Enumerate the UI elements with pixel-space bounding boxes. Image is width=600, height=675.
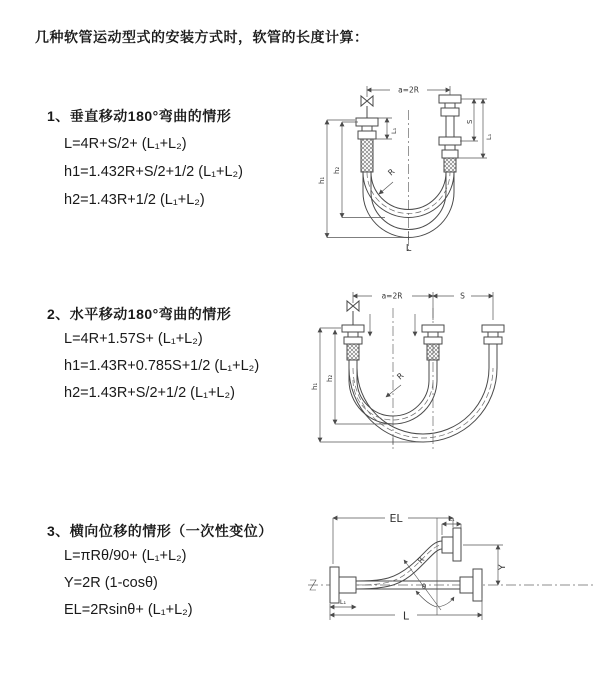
section-1-heading: 1、垂直移动180°弯曲的情形 bbox=[47, 108, 232, 124]
dim-label-y: Y bbox=[498, 564, 508, 570]
dim-label-h1: h₁ bbox=[318, 176, 326, 184]
radius-leader bbox=[379, 167, 397, 194]
hose-u-bend-displaced bbox=[349, 344, 497, 442]
section-1-formula-h1: h1=1.432R+S/2+1/2 (L₁+L₂) bbox=[64, 164, 244, 180]
hose-s-curve bbox=[356, 541, 442, 589]
section-1-formula-h2: h2=1.43R+1/2 (L₁+L₂) bbox=[64, 192, 205, 208]
section-3-formula-L: L=πRθ/90+ (L₁+L₂) bbox=[64, 548, 187, 564]
dim-label-l: L bbox=[402, 609, 410, 623]
dim-label-l: L bbox=[405, 243, 412, 254]
middle-flange-fitting bbox=[422, 325, 444, 360]
braided-hose-section bbox=[347, 344, 359, 360]
section-2-formula-h1: h1=1.43R+0.785S+1/2 (L₁+L₂) bbox=[64, 358, 260, 374]
dim-label-l1: L₁ bbox=[485, 133, 493, 140]
dimension-l bbox=[330, 598, 482, 623]
dimension-s bbox=[433, 292, 493, 301]
hose-centerline-curve bbox=[356, 545, 442, 585]
dim-label-r: R bbox=[395, 371, 406, 382]
left-flange-fitting bbox=[342, 325, 364, 360]
section-3-formula-Y: Y=2R (1-cosθ) bbox=[64, 575, 158, 591]
right-flange-fitting bbox=[482, 325, 504, 344]
dim-label-el: EL bbox=[389, 512, 403, 525]
dim-label-h2: h₂ bbox=[326, 374, 334, 382]
right-flange-lower bbox=[439, 137, 461, 172]
dim-label-r: R bbox=[386, 167, 397, 178]
valve-icon bbox=[347, 301, 359, 325]
dim-label-r: R bbox=[415, 555, 427, 566]
dimension-h1 bbox=[311, 328, 422, 442]
braided-hose-section bbox=[427, 344, 439, 360]
section-1-formula-L: L=4R+S/2+ (L₁+L₂) bbox=[64, 136, 187, 152]
dimension-l1-right bbox=[456, 99, 493, 158]
diagram-vertical-180-bend bbox=[315, 72, 595, 257]
page-title: 几种软管运动型式的安装方式时，软管的长度计算： bbox=[35, 29, 369, 45]
top-flange-fitting bbox=[442, 528, 461, 561]
angle-theta-construction bbox=[404, 518, 454, 615]
section-2-formula-h2: h2=1.43R+S/2+1/2 (L₁+L₂) bbox=[64, 385, 235, 401]
right-flange-fitting bbox=[460, 569, 482, 601]
diagram-lateral-displacement bbox=[300, 498, 600, 653]
dim-label-a2r: a=2R bbox=[381, 291, 403, 301]
dim-label-l1: L₁ bbox=[339, 598, 347, 606]
radius-leader bbox=[386, 371, 406, 397]
left-flange-fitting bbox=[356, 118, 378, 172]
dimension-el bbox=[333, 512, 453, 564]
section-3-heading: 3、横向位移的情形（一次性变位） bbox=[47, 523, 273, 539]
braided-hose-section bbox=[444, 158, 456, 172]
dim-label-h1: h₁ bbox=[311, 382, 319, 390]
dim-label-l1: L₁ bbox=[448, 515, 455, 523]
dim-label-s: S bbox=[460, 291, 465, 301]
dim-label-a2r: a=2R bbox=[398, 85, 419, 95]
braided-hose-section bbox=[361, 139, 373, 172]
section-2-heading: 2、水平移动180°弯曲的情形 bbox=[47, 306, 232, 322]
section-2-formula-L: L=4R+1.57S+ (L₁+L₂) bbox=[64, 331, 203, 347]
dim-label-h2: h₂ bbox=[333, 166, 341, 174]
valve-icon bbox=[361, 96, 373, 118]
dim-label-s: S bbox=[466, 119, 474, 124]
dim-label-l1: L₁ bbox=[390, 127, 398, 134]
dimension-a2r bbox=[367, 86, 450, 98]
right-flange-upper bbox=[439, 95, 461, 137]
diagram-horizontal-180-bend bbox=[308, 278, 598, 470]
hose-centerline-arc bbox=[353, 368, 493, 438]
dim-label-theta: θ bbox=[421, 583, 427, 591]
section-3-formula-EL: EL=2Rsinθ+ (L₁+L₂) bbox=[64, 602, 193, 618]
